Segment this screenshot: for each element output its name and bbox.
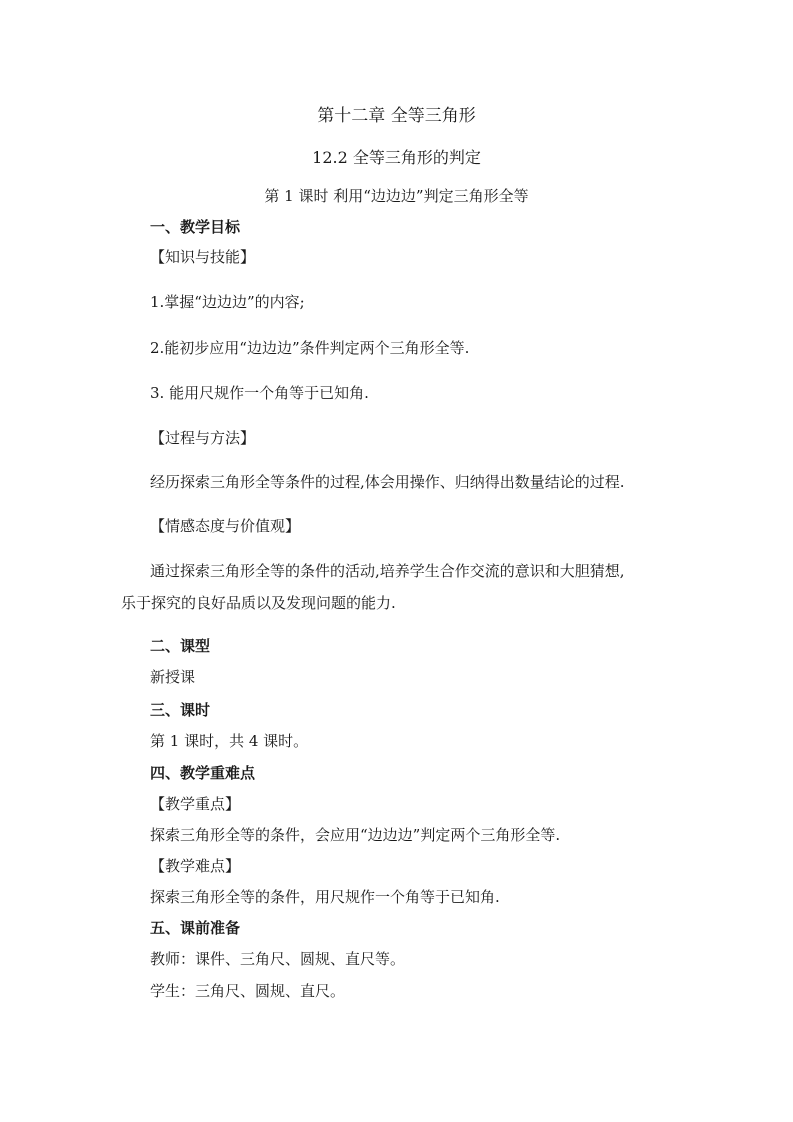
chapter-title: 第十二章 全等三角形	[317, 106, 476, 126]
label-knowledge-skills: 【知识与技能】	[150, 248, 256, 266]
label-emotion-values: 【情感态度与价值观】	[150, 517, 301, 535]
emotion-text-line2: 乐于探究的良好品质以及发现问题的能力.	[121, 594, 396, 612]
goal-item-2: 2.能初步应用“边边边”条件判定两个三角形全等.	[150, 339, 470, 357]
student-prep-text: 学生：三角尺、圆规、直尺。	[150, 982, 346, 1000]
label-teaching-difficulty: 【教学难点】	[150, 857, 241, 875]
heading-preparation: 五、课前准备	[150, 919, 241, 937]
teacher-prep-text: 教师：课件、三角尺、圆规、直尺等。	[150, 950, 406, 968]
teaching-focus-text: 探索三角形全等的条件，会应用“边边边”判定两个三角形全等.	[150, 826, 561, 844]
teaching-difficulty-text: 探索三角形全等的条件，用尺规作一个角等于已知角.	[150, 888, 500, 906]
heading-lesson-type: 二、课型	[150, 637, 211, 655]
heading-lesson-hours: 三、课时	[150, 701, 211, 719]
lesson-type-text: 新授课	[150, 668, 196, 686]
goal-item-3: 3. 能用尺规作一个角等于已知角.	[150, 384, 369, 402]
goal-item-1: 1.掌握“边边边”的内容;	[150, 293, 305, 311]
label-process-methods: 【过程与方法】	[150, 429, 256, 447]
heading-key-difficult: 四、教学重难点	[150, 764, 256, 782]
section-title: 12.2 全等三角形的判定	[312, 148, 481, 167]
lesson-title: 第 1 课时 利用“边边边”判定三角形全等	[264, 187, 529, 205]
label-teaching-focus: 【教学重点】	[150, 795, 241, 813]
lesson-hours-text: 第 1 课时，共 4 课时。	[150, 732, 309, 750]
emotion-text-line1: 通过探索三角形全等的条件的活动,培养学生合作交流的意识和大胆猜想,	[150, 562, 625, 580]
heading-teaching-goals: 一、教学目标	[150, 218, 241, 236]
process-text: 经历探索三角形全等条件的过程,体会用操作、归纳得出数量结论的过程.	[150, 473, 625, 491]
